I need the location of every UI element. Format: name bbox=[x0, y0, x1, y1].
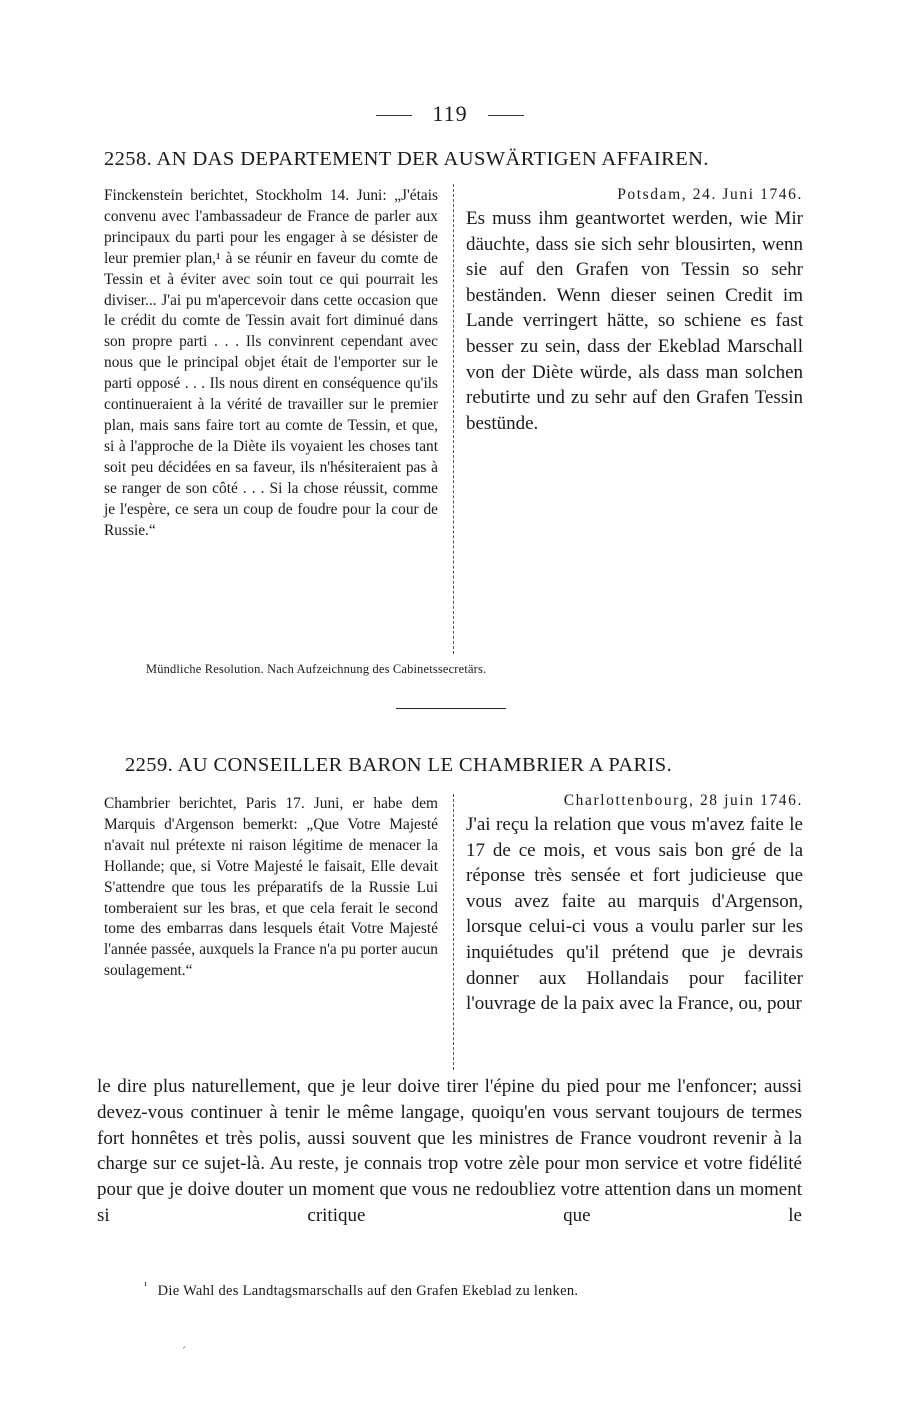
letter-2259-dateline: Charlottenbourg, 28 juin 1746. bbox=[563, 792, 803, 809]
footnote-text: Die Wahl des Landtagsmarschalls auf den Grafen Ekeblad zu lenken. bbox=[157, 1282, 579, 1299]
letter-2259-reply bbox=[466, 790, 803, 1017]
letter-2259-continuation-text: le dire plus naturellement, que je leur doive tirer l'épine du pied pour me l'enfoncer; aussi devez-vous continuer à tenir le même langage, quoiqu'en vous servant toujours de termes fort honnêtes et très polis, aussi souvent que les ministres de France voudront revenir à la charge sur ce sujet-là. Au reste, je connais trop votre zèle pour mon service et votre fidélité pour que je doive douter un moment que vous ne redoubliez votre attention dans un moment si critique que le bbox=[97, 1076, 802, 1226]
letter-2259-summary bbox=[104, 794, 438, 982]
column-separator bbox=[453, 794, 454, 1070]
letter-2258-reply-text: Es muss ihm geantwortet werden, wie Mir däuchte, dass sie sich sehr blousirten, wenn sie auf den Grafen von Tessin so sehr beständen. Wenn dieser seinen Credit im Lande verringert hätte, so schiene es fast besser zu sein, dass der Ekeblad Marschall von der Diète würde, als dass man solchen rebutirte und zu sehr auf den Grafen Tessin bestünde. bbox=[466, 208, 803, 434]
page-header bbox=[0, 101, 900, 127]
footnote-marker: ¹ bbox=[144, 1280, 148, 1292]
letter-2258-resolution-note: Mündliche Resolution. Nach Aufzeichnung des Cabinetssecretärs. bbox=[146, 662, 487, 676]
print-speck: ´ bbox=[182, 1344, 186, 1358]
letter-2258-reply bbox=[466, 184, 803, 436]
letter-2259-title: 2259. AU CONSEILLER BARON LE CHAMBRIER A PARIS. bbox=[125, 754, 673, 776]
column-separator bbox=[453, 184, 454, 654]
page-number: 119 bbox=[432, 101, 468, 126]
letter-2258-title: 2258. AN DAS DEPARTEMENT DER AUSWÄRTIGEN AFFAIREN. bbox=[104, 148, 709, 170]
letter-2259-summary-text: Chambrier berichtet, Paris 17. Juni, er habe dem Marquis d'Argenson bemerkt: „Que Votre Majesté n'avait nul prétexte ni raison légitime de menacer la Hollande; que, si Votre Majesté le faisait, Elle devait S'attendre que tous les préparatifs de la Russie Lui tomberaient sur les bras, et que cela ferait le second tome des embarras dans lesquels était Votre Majesté l'année passée, auxquels la France n'a pu porter aucun soulagement.“ bbox=[104, 795, 438, 980]
letter-2259-continuation bbox=[97, 1074, 802, 1229]
letter-2258-summary-text: Finckenstein berichtet, Stockholm 14. Juni: „J'étais convenu avec l'ambassadeur de France de parler aux principaux du parti pour les engager à se désister de leur premier plan,¹ à se réunir en faveur du comte de Tessin et à éviter avec soin tout ce qui pourrait les diviser... J'ai pu m'apercevoir dans cette occasion que le crédit du comte de Tessin avait fort diminué dans son propre parti . . . Ils convinrent cependant avec nous que le principal objet était de l'emporter sur le parti opposé . . . Ils nous dirent en conséquence qu'ils continueraient à la vérité de travailler sur le premier plan, mais sans faire tort au comte de Tessin, et que, si à l'approche de la Diète ils voyaient les choses tant soit peu décidées en sa faveur, ils n'hésiteraient pas à se ranger de son côté . . . Si la chose réussit, comme je l'espère, ce sera un coup de foudre pour la cour de Russie.“ bbox=[104, 187, 438, 539]
letter-2259-reply-text: J'ai reçu la relation que vous m'avez faite le 17 de ce mois, et vous sais bon gré de la réponse très sensée et fort judicieuse que vous avez faite au marquis d'Argenson, lorsque celui-ci vous a voulu parler sur les inquiétudes qu'il prétend que je devrais donner aux Hollandais pour faciliter l'ouvrage de la paix avec la France, ou, pour bbox=[466, 814, 803, 1015]
section-divider bbox=[396, 708, 506, 709]
header-dash-right bbox=[488, 115, 524, 116]
letter-2258-dateline: Potsdam, 24. Juni 1746. bbox=[617, 186, 803, 203]
footnote bbox=[144, 1280, 578, 1300]
header-dash-left bbox=[376, 115, 412, 116]
letter-2258-summary bbox=[104, 186, 438, 541]
